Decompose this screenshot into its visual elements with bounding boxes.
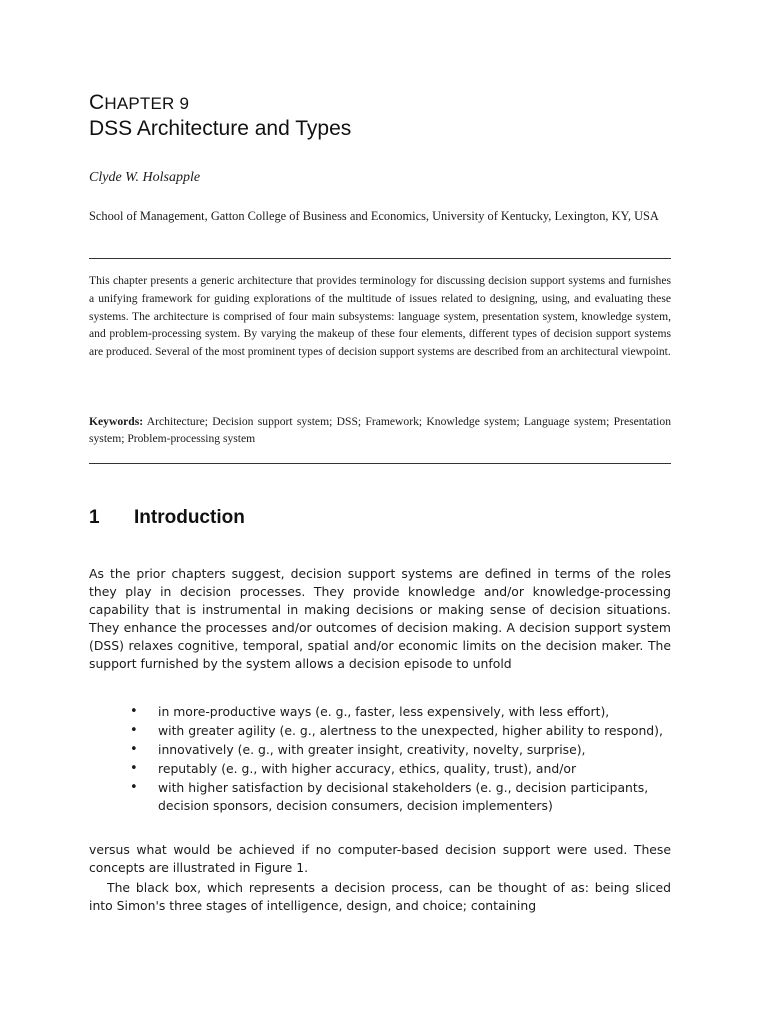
bullet-icon: • <box>130 723 138 738</box>
author-name: Clyde W. Holsapple <box>89 170 201 185</box>
after-bullets-paragraph: versus what would be achieved if no computer-based decision support were used. These concepts are illustrated in Figure 1. <box>89 842 671 875</box>
list-item <box>89 741 671 759</box>
list-item-text: innovatively (e. g., with greater insight, creativity, novelty, surprise), <box>158 742 586 757</box>
bullet-icon: • <box>130 761 138 776</box>
abstract-top-rule <box>89 258 671 259</box>
chapter-label <box>89 91 189 115</box>
bullet-icon: • <box>130 742 138 757</box>
bullet-icon: • <box>130 780 138 795</box>
intro-paragraph: As the prior chapters suggest, decision support systems are defined in terms of the roles they play in decision processes. They provide knowledge and/or knowledge-processing capability that is instrumental in making decisions or making sense of decision situations. They enhance the processes and/or outcomes of decision making. A decision support system (DSS) relaxes cognitive, temporal, spatial and/or economic limits on the decision maker. The support furnished by the system allows a decision episode to unfold <box>89 566 671 671</box>
keywords <box>89 413 671 447</box>
section-title: Introduction <box>134 507 245 528</box>
abstract: This chapter presents a generic architecture that provides terminology for discussing decision support systems and furnishes a unifying framework for guiding explorations of the multitude of issues related to designing, using, and evaluating these systems. The architecture is comprised of four main subsystems: language system, presentation system, knowledge system, and problem-processing system. By varying the makeup of these four elements, different types of decision support systems are produced. Several of the most prominent types of decision support systems are described from an architectural viewpoint. <box>89 274 671 359</box>
list-item-text: reputably (e. g., with higher accuracy, ethics, quality, trust), and/or <box>158 761 577 776</box>
chapter-title: DSS Architecture and Types <box>89 117 352 140</box>
list-item-text: with greater agility (e. g., alertness to the unexpected, higher ability to respond), <box>158 723 663 738</box>
bullet-list <box>89 703 671 816</box>
keywords-text: Architecture; Decision support system; DSS; Framework; Knowledge system; Language system; Presentation system; Problem-processing system <box>89 415 671 445</box>
bullet-icon: • <box>130 704 138 719</box>
black-box-paragraph: The black box, which represents a decision process, can be thought of as: being sliced into Simon's three stages of intelligence, design, and choice; containing <box>89 880 671 913</box>
abstract-bottom-rule <box>89 463 671 464</box>
list-item <box>89 703 671 721</box>
chapter-label-cap: C <box>89 91 105 114</box>
keywords-label: Keywords: <box>89 415 144 428</box>
chapter-label-rest: HAPTER 9 <box>104 94 190 113</box>
list-item-text: with higher satisfaction by decisional stakeholders (e. g., decision participants, decision sponsors, decision consumers, decision implementers) <box>158 780 649 813</box>
list-item-text: in more-productive ways (e. g., faster, less expensively, with less effort), <box>158 704 610 719</box>
list-item <box>89 722 671 740</box>
list-item <box>89 760 671 778</box>
section-heading <box>89 507 245 529</box>
affiliation: School of Management, Gatton College of Business and Economics, University of Kentucky, Lexington, KY, USA <box>89 209 659 223</box>
list-item <box>89 779 671 815</box>
section-number: 1 <box>89 507 100 528</box>
